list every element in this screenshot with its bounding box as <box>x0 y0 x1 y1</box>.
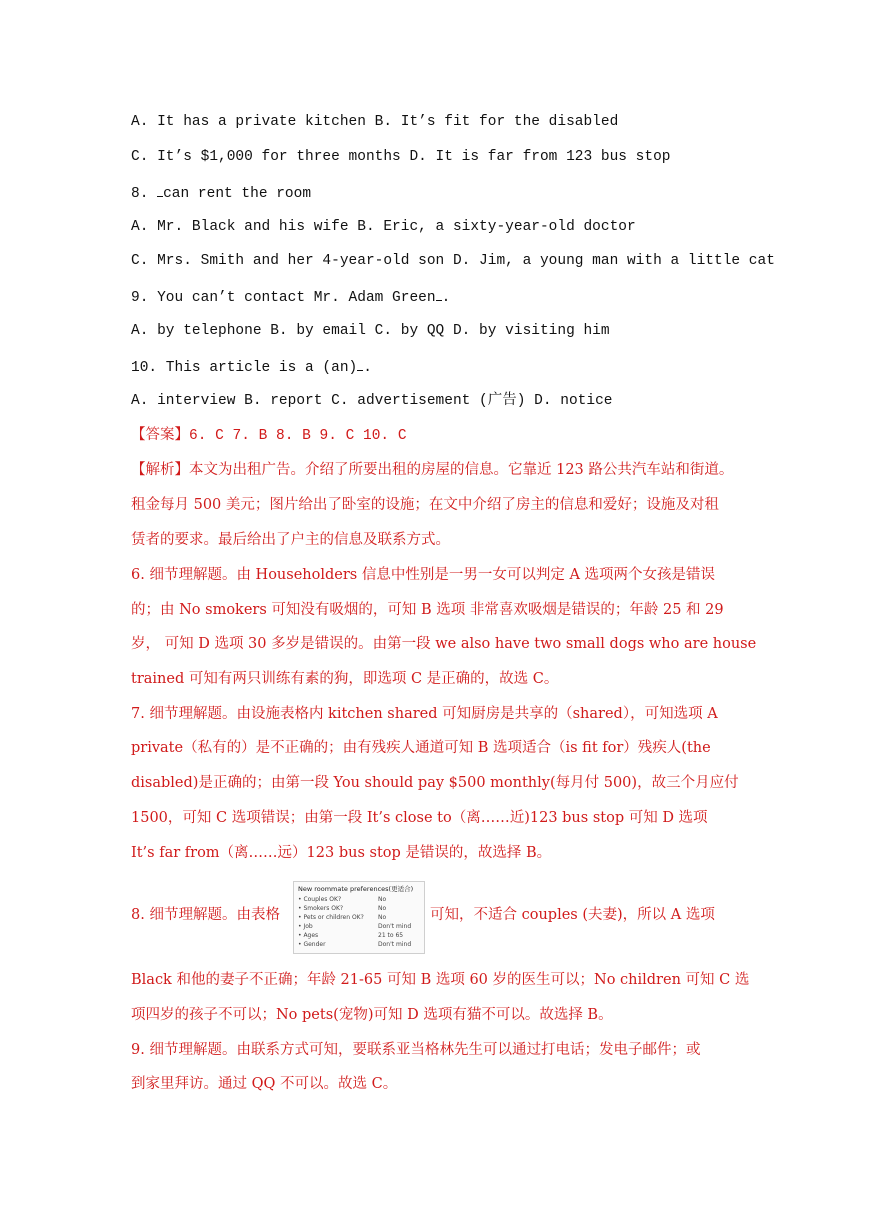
thumbnail-row: • Job Don't mind <box>298 923 412 930</box>
explanation-8-prefix: 8. 细节理解题。由表格 <box>131 907 280 923</box>
q8-options-ab: A. Mr. Black and his wife B. Eric, a sixty-year-old doctor <box>131 219 636 235</box>
analysis-line-1 <box>131 460 741 480</box>
q10-end: . <box>363 360 372 376</box>
analysis-label: 【解析】 <box>131 462 189 478</box>
answer-label: 【答案】 <box>131 427 189 443</box>
q10-options: A. interview B. report C. advertisement (广告) D. notice <box>131 393 613 409</box>
q7-options-cd: C. It’s $1,000 for three months D. It is far from 123 bus stop <box>131 149 671 165</box>
q8-stem-text: can rent the room <box>163 186 312 202</box>
q9-stem <box>131 286 741 308</box>
explanation-7-line-5: It’s far from（离……远）123 bus stop 是错误的，故选择 B。 <box>131 845 552 861</box>
q9-options: A. by telephone B. by email C. by QQ D. by visiting him <box>131 323 610 339</box>
analysis-text: 本文为出租广告。介绍了所要出租的房屋的信息。它靠近 123 路公共汽车站和街道。 <box>189 462 734 478</box>
roommate-preferences-thumbnail <box>293 881 425 954</box>
thumbnail-row: • Pets or children OK? No <box>298 914 387 921</box>
explanation-7-line-2: private（私有的）是不正确的；由有残疾人通道可知 B 选项适合（is fit for）残疾人(the <box>131 740 711 756</box>
thumbnail-title: New roommate preferences(更适合) <box>298 885 414 893</box>
q7-options-ab: A. It has a private kitchen B. It’s fit for the disabled <box>131 114 619 130</box>
thumbnail-row: • Gender Don't mind <box>298 941 412 948</box>
explanation-8-line-3: 项四岁的孩子不可以；No pets(宠物)可知 D 选项有猫不可以。故选择 B。 <box>131 1007 613 1023</box>
thumbnail-row: • Ages 21 to 65 <box>298 932 404 939</box>
q8-stem <box>131 182 741 204</box>
thumbnail-row: • Couples OK? No <box>298 896 387 903</box>
explanation-6-line-2: 的；由 No smokers 可知没有吸烟的，可知 B 选项 非常喜欢吸烟是错误的；年龄 25 和 29 <box>131 602 724 618</box>
answer-line <box>131 425 741 446</box>
q9-end: . <box>441 290 451 306</box>
explanation-7-line-4: 1500，可知 C 选项错误；由第一段 It’s close to（离……近)123 bus stop 可知 D 选项 <box>131 810 708 826</box>
thumbnail-row: • Smokers OK? No <box>298 905 387 912</box>
q8-options-cd: C. Mrs. Smith and her 4-year-old son D. Jim, a young man with a little cat <box>131 253 775 269</box>
explanation-6-line-1: 6. 细节理解题。由 Householders 信息中性别是一男一女可以判定 A 选项两个女孩是错误 <box>131 567 716 583</box>
explanation-8-line-2: Black 和他的妻子不正确；年龄 21-65 可知 B 选项 60 岁的医生可以；No children 可知 C 选 <box>131 972 750 988</box>
explanation-7-line-1: 7. 细节理解题。由设施表格内 kitchen shared 可知厨房是共享的（shared），可知选项 A <box>131 706 718 722</box>
explanation-6-line-3: 岁， 可知 D 选项 30 多岁是错误的。由第一段 we also have two small dogs who are house <box>131 636 757 652</box>
analysis-line-2: 租金每月 500 美元；图片给出了卧室的设施；在文中介绍了房主的信息和爱好；设施及对租 <box>131 497 719 513</box>
explanation-6-line-4: trained 可知有两只训练有素的狗，即选项 C 是正确的，故选 C。 <box>131 671 559 687</box>
analysis-line-3: 赁者的要求。最后给出了户主的信息及联系方式。 <box>131 532 450 548</box>
explanation-8-suffix: 可知，不适合 couples (夫妻)，所以 A 选项 <box>430 907 715 923</box>
answer-values: 6. C 7. B 8. B 9. C 10. C <box>189 428 407 444</box>
q9-stem-text: 9. You can’t contact Mr. Adam Green <box>131 290 436 306</box>
explanation-7-line-3: disabled)是正确的；由第一段 You should pay $500 monthly(每月付 500)，故三个月应付 <box>131 775 739 791</box>
q8-prefix: 8. <box>131 186 158 202</box>
q10-stem-text: 10. This article is a (an) <box>131 360 358 376</box>
explanation-9-line-1: 9. 细节理解题。由联系方式可知，要联系亚当格林先生可以通过打电话；发电子邮件；或 <box>131 1042 701 1058</box>
explanation-9-line-2: 到家里拜访。通过 QQ 不可以。故选 C。 <box>131 1076 398 1092</box>
q10-stem <box>131 356 741 378</box>
